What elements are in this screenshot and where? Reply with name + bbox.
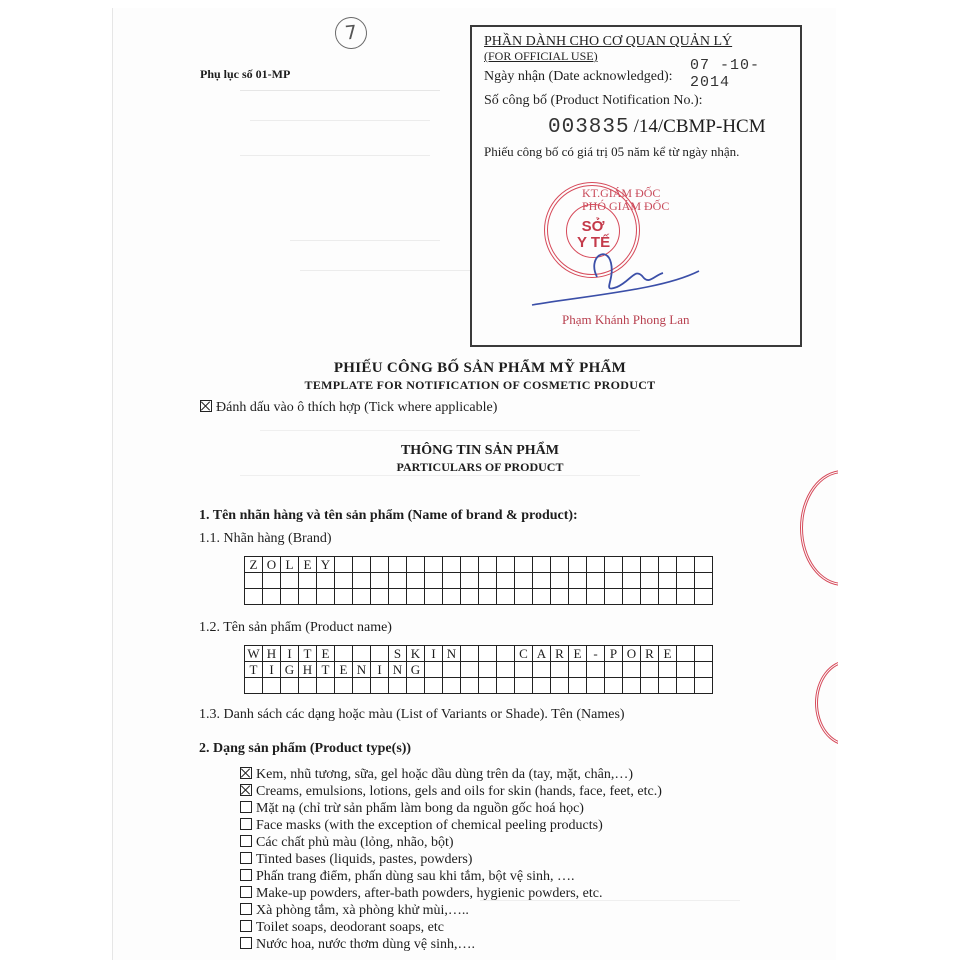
- product-grid-cell: P: [605, 646, 623, 662]
- brand-grid-cell: [659, 557, 677, 573]
- product-type-item: [240, 783, 662, 800]
- variants-label: 1.3. Danh sách các dạng hoặc màu (List of Variants or Shade). Tên (Names): [199, 707, 625, 722]
- product-type-item: [240, 817, 662, 834]
- brand-grid-cell: [623, 573, 641, 589]
- brand-grid-cell: [515, 573, 533, 589]
- outer-margin: [838, 0, 960, 960]
- product-grid-cell: [497, 662, 515, 678]
- product-grid-cell: I: [263, 662, 281, 678]
- product-grid-cell: C: [515, 646, 533, 662]
- brand-grid-cell: [569, 573, 587, 589]
- brand-grid-cell: [479, 589, 497, 605]
- product-grid-cell: T: [245, 662, 263, 678]
- checked-box-icon: [240, 767, 252, 779]
- brand-grid-cell: Y: [317, 557, 335, 573]
- checkbox-icon: [240, 835, 252, 847]
- brand-grid-cell: [371, 589, 389, 605]
- brand-grid-cell: [407, 573, 425, 589]
- notification-label: Số công bố (Product Notification No.):: [484, 93, 703, 108]
- product-grid-cell: -: [587, 646, 605, 662]
- product-type-label: Face masks (with the exception of chemical peeling products): [256, 818, 603, 833]
- product-grid-cell: [677, 678, 695, 694]
- brand-grid-cell: [389, 573, 407, 589]
- brand-grid-cell: [659, 589, 677, 605]
- product-grid-cell: [533, 678, 551, 694]
- product-grid-cell: [569, 678, 587, 694]
- checkbox-icon: [240, 937, 252, 949]
- brand-grid-cell: [677, 573, 695, 589]
- brand-grid-cell: [335, 557, 353, 573]
- product-type-item: [240, 834, 662, 851]
- product-grid-cell: [299, 678, 317, 694]
- brand-grid-cell: [497, 573, 515, 589]
- product-grid-cell: [461, 662, 479, 678]
- brand-grid-cell: [533, 589, 551, 605]
- brand-grid-cell: [407, 557, 425, 573]
- product-grid-cell: [371, 678, 389, 694]
- product-grid-cell: [389, 678, 407, 694]
- product-grid-cell: [677, 646, 695, 662]
- product-grid-cell: [659, 678, 677, 694]
- brand-grid-cell: [317, 589, 335, 605]
- product-grid-cell: [533, 662, 551, 678]
- date-label: Ngày nhận (Date acknowledged):: [484, 69, 673, 84]
- product-grid-cell: S: [389, 646, 407, 662]
- product-grid-cell: G: [407, 662, 425, 678]
- product-grid-cell: [695, 662, 713, 678]
- checkbox-icon: [240, 818, 252, 830]
- product-grid-cell: I: [425, 646, 443, 662]
- brand-grid-cell: [587, 557, 605, 573]
- product-grid-cell: [623, 662, 641, 678]
- brand-grid-cell: [605, 573, 623, 589]
- brand-grid-cell: [443, 557, 461, 573]
- brand-grid-cell: [281, 573, 299, 589]
- brand-grid-cell: [299, 573, 317, 589]
- product-grid-cell: H: [299, 662, 317, 678]
- product-grid-cell: [641, 678, 659, 694]
- brand-grid-cell: [299, 589, 317, 605]
- brand-grid-cell: [641, 589, 659, 605]
- product-grid-cell: [479, 646, 497, 662]
- product-type-label: Các chất phủ màu (lỏng, nhão, bột): [256, 835, 454, 850]
- product-type-item: [240, 766, 662, 783]
- product-type-item: [240, 919, 662, 936]
- product-grid-cell: [479, 678, 497, 694]
- product-type-label: Creams, emulsions, lotions, gels and oils for skin (hands, face, feet, etc.): [256, 784, 662, 799]
- product-grid-cell: [317, 678, 335, 694]
- brand-grid-cell: [371, 557, 389, 573]
- product-grid-cell: I: [371, 662, 389, 678]
- product-grid-cell: [587, 662, 605, 678]
- product-grid-cell: O: [623, 646, 641, 662]
- product-grid-cell: [515, 678, 533, 694]
- brand-grid: [244, 556, 713, 605]
- product-type-label: Phấn trang điểm, phấn dùng sau khi tắm, bột vệ sinh, ….: [256, 869, 575, 884]
- brand-grid-cell: E: [299, 557, 317, 573]
- product-grid-cell: [623, 678, 641, 694]
- product-type-item: [240, 868, 662, 885]
- product-grid-cell: [245, 678, 263, 694]
- brand-grid-cell: [695, 573, 713, 589]
- brand-grid-cell: [551, 573, 569, 589]
- brand-label: 1.1. Nhãn hàng (Brand): [199, 531, 332, 546]
- product-type-item: [240, 936, 662, 953]
- product-type-label: Mặt nạ (chỉ trừ sản phẩm làm bong da nguồn gốc hoá học): [256, 801, 584, 816]
- product-type-item: [240, 800, 662, 817]
- brand-grid-cell: [497, 557, 515, 573]
- product-grid-cell: K: [407, 646, 425, 662]
- notification-number-line: [548, 116, 766, 139]
- product-type-label: Toilet soaps, deodorant soaps, etc: [256, 920, 444, 935]
- brand-grid-cell: [425, 557, 443, 573]
- product-grid-cell: W: [245, 646, 263, 662]
- section2-heading: 2. Dạng sản phẩm (Product type(s)): [199, 741, 412, 756]
- checkbox-icon: [240, 801, 252, 813]
- product-grid-cell: [281, 678, 299, 694]
- brand-grid-cell: [461, 557, 479, 573]
- signer-name: Phạm Khánh Phong Lan: [562, 312, 690, 327]
- product-grid-cell: [407, 678, 425, 694]
- brand-grid-cell: [407, 589, 425, 605]
- product-type-label: Tinted bases (liquids, pastes, powders): [256, 852, 473, 867]
- signer-title: KT.GIÁM ĐỐC PHÓ GIÁM ĐỐC: [582, 186, 670, 213]
- product-grid-cell: [605, 662, 623, 678]
- product-grid-cell: [263, 678, 281, 694]
- brand-grid-cell: [605, 589, 623, 605]
- brand-grid-cell: [605, 557, 623, 573]
- brand-grid-cell: [533, 557, 551, 573]
- brand-grid-cell: L: [281, 557, 299, 573]
- product-grid-cell: [497, 678, 515, 694]
- product-grid-cell: [461, 678, 479, 694]
- brand-grid-cell: [479, 573, 497, 589]
- particulars-heading: THÔNG TIN SẢN PHẨM: [400, 443, 560, 458]
- form-title-en: TEMPLATE FOR NOTIFICATION OF COSMETIC PRODUCT: [304, 378, 656, 392]
- brand-grid-cell: [623, 557, 641, 573]
- product-grid-cell: [695, 646, 713, 662]
- tick-instruction: [200, 400, 497, 416]
- product-grid-cell: [497, 646, 515, 662]
- product-type-label: Xà phòng tắm, xà phòng khử mùi,…..: [256, 903, 469, 918]
- product-grid-cell: N: [353, 662, 371, 678]
- product-grid-cell: H: [263, 646, 281, 662]
- product-grid-cell: E: [335, 662, 353, 678]
- checkbox-icon: [240, 869, 252, 881]
- product-type-label: Kem, nhũ tương, sữa, gel hoặc dầu dùng trên da (tay, mặt, chân,…): [256, 767, 634, 782]
- brand-grid-cell: [263, 573, 281, 589]
- signature-icon: [527, 237, 707, 317]
- validity-note: Phiếu công bố có giá trị 05 năm kể từ ngày nhận.: [484, 144, 740, 159]
- brand-grid-cell: [245, 589, 263, 605]
- brand-grid-cell: O: [263, 557, 281, 573]
- brand-grid-cell: [695, 557, 713, 573]
- tick-note-text: Đánh dấu vào ô thích hợp (Tick where applicable): [216, 400, 498, 415]
- product-grid-cell: N: [443, 646, 461, 662]
- product-type-list: [240, 766, 662, 953]
- checkbox-icon: [240, 886, 252, 898]
- brand-grid-cell: [479, 557, 497, 573]
- official-heading: PHẦN DÀNH CHO CƠ QUAN QUẢN LÝ: [484, 34, 733, 49]
- brand-grid-cell: [569, 557, 587, 573]
- brand-grid-cell: [551, 557, 569, 573]
- product-grid-cell: [641, 662, 659, 678]
- product-grid-cell: [677, 662, 695, 678]
- brand-grid-cell: [677, 557, 695, 573]
- page-number: 7: [333, 15, 368, 50]
- brand-grid-cell: [371, 573, 389, 589]
- brand-grid-cell: [641, 573, 659, 589]
- annex-label: Phụ lục số 01-MP: [200, 67, 291, 81]
- checkbox-icon: [240, 852, 252, 864]
- product-type-label: Nước hoa, nước thơm dùng vệ sinh,….: [256, 937, 475, 952]
- product-grid-cell: E: [659, 646, 677, 662]
- product-grid-cell: [605, 678, 623, 694]
- product-grid-cell: [443, 678, 461, 694]
- brand-grid-cell: [695, 589, 713, 605]
- checked-box-icon: [200, 400, 212, 412]
- brand-grid-cell: [335, 589, 353, 605]
- form-title: PHIẾU CÔNG BỐ SẢN PHẨM MỸ PHẨM: [333, 360, 627, 376]
- brand-grid-cell: [317, 573, 335, 589]
- brand-grid-cell: [461, 573, 479, 589]
- official-use-box: [470, 25, 802, 347]
- official-heading-en: (FOR OFFICIAL USE): [484, 49, 598, 63]
- brand-grid-cell: [677, 589, 695, 605]
- product-grid-cell: [425, 678, 443, 694]
- product-grid-cell: T: [299, 646, 317, 662]
- product-grid-cell: [551, 678, 569, 694]
- product-grid-cell: [371, 646, 389, 662]
- brand-grid-cell: [623, 589, 641, 605]
- brand-grid-cell: Z: [245, 557, 263, 573]
- brand-grid-cell: [587, 589, 605, 605]
- brand-grid-cell: [281, 589, 299, 605]
- checked-box-icon: [240, 784, 252, 796]
- brand-grid-cell: [443, 589, 461, 605]
- brand-grid-cell: [389, 589, 407, 605]
- brand-grid-cell: [263, 589, 281, 605]
- product-type-item: [240, 902, 662, 919]
- date-value: 07 -10- 2014: [690, 57, 761, 91]
- product-grid-cell: [425, 662, 443, 678]
- product-grid-cell: R: [641, 646, 659, 662]
- brand-grid-cell: [353, 573, 371, 589]
- brand-grid-cell: [533, 573, 551, 589]
- checkbox-icon: [240, 920, 252, 932]
- product-grid-cell: E: [569, 646, 587, 662]
- product-grid-cell: I: [281, 646, 299, 662]
- brand-grid-cell: [497, 589, 515, 605]
- brand-grid-cell: [569, 589, 587, 605]
- brand-grid-cell: [641, 557, 659, 573]
- brand-grid-cell: [659, 573, 677, 589]
- product-grid-cell: R: [551, 646, 569, 662]
- product-grid-cell: N: [389, 662, 407, 678]
- product-grid-cell: [515, 662, 533, 678]
- brand-grid-cell: [425, 573, 443, 589]
- product-grid-cell: [443, 662, 461, 678]
- section1-heading: 1. Tên nhãn hàng và tên sản phẩm (Name of brand & product):: [199, 508, 578, 523]
- brand-grid-cell: [587, 573, 605, 589]
- product-grid-cell: [569, 662, 587, 678]
- notification-number: 003835: [548, 116, 630, 139]
- product-grid-cell: A: [533, 646, 551, 662]
- product-grid-cell: E: [317, 646, 335, 662]
- product-grid-cell: G: [281, 662, 299, 678]
- product-grid-cell: [551, 662, 569, 678]
- checkbox-icon: [240, 903, 252, 915]
- product-grid-cell: [353, 646, 371, 662]
- product-grid-cell: [335, 646, 353, 662]
- product-grid-cell: [353, 678, 371, 694]
- notification-suffix: /14/CBMP-HCM: [633, 116, 766, 137]
- product-name-label: 1.2. Tên sản phẩm (Product name): [199, 620, 392, 635]
- product-grid-cell: [695, 678, 713, 694]
- brand-grid-cell: [389, 557, 407, 573]
- product-grid-cell: T: [317, 662, 335, 678]
- product-type-item: [240, 851, 662, 868]
- product-type-label: Make-up powders, after-bath powders, hygienic powders, etc.: [256, 886, 603, 901]
- brand-grid-cell: [353, 589, 371, 605]
- product-grid-cell: [659, 662, 677, 678]
- brand-grid-cell: [515, 557, 533, 573]
- brand-grid-cell: [461, 589, 479, 605]
- product-grid-cell: [479, 662, 497, 678]
- particulars-heading-en: PARTICULARS OF PRODUCT: [396, 460, 564, 474]
- brand-grid-cell: [551, 589, 569, 605]
- brand-grid-cell: [245, 573, 263, 589]
- brand-grid-cell: [353, 557, 371, 573]
- product-type-item: [240, 885, 662, 902]
- brand-grid-cell: [335, 573, 353, 589]
- seal-text: SỞ Y TẾ: [577, 218, 611, 251]
- brand-grid-cell: [515, 589, 533, 605]
- brand-grid-cell: [425, 589, 443, 605]
- product-name-grid: [244, 645, 713, 694]
- brand-grid-cell: [443, 573, 461, 589]
- product-grid-cell: [461, 646, 479, 662]
- product-grid-cell: [335, 678, 353, 694]
- product-grid-cell: [587, 678, 605, 694]
